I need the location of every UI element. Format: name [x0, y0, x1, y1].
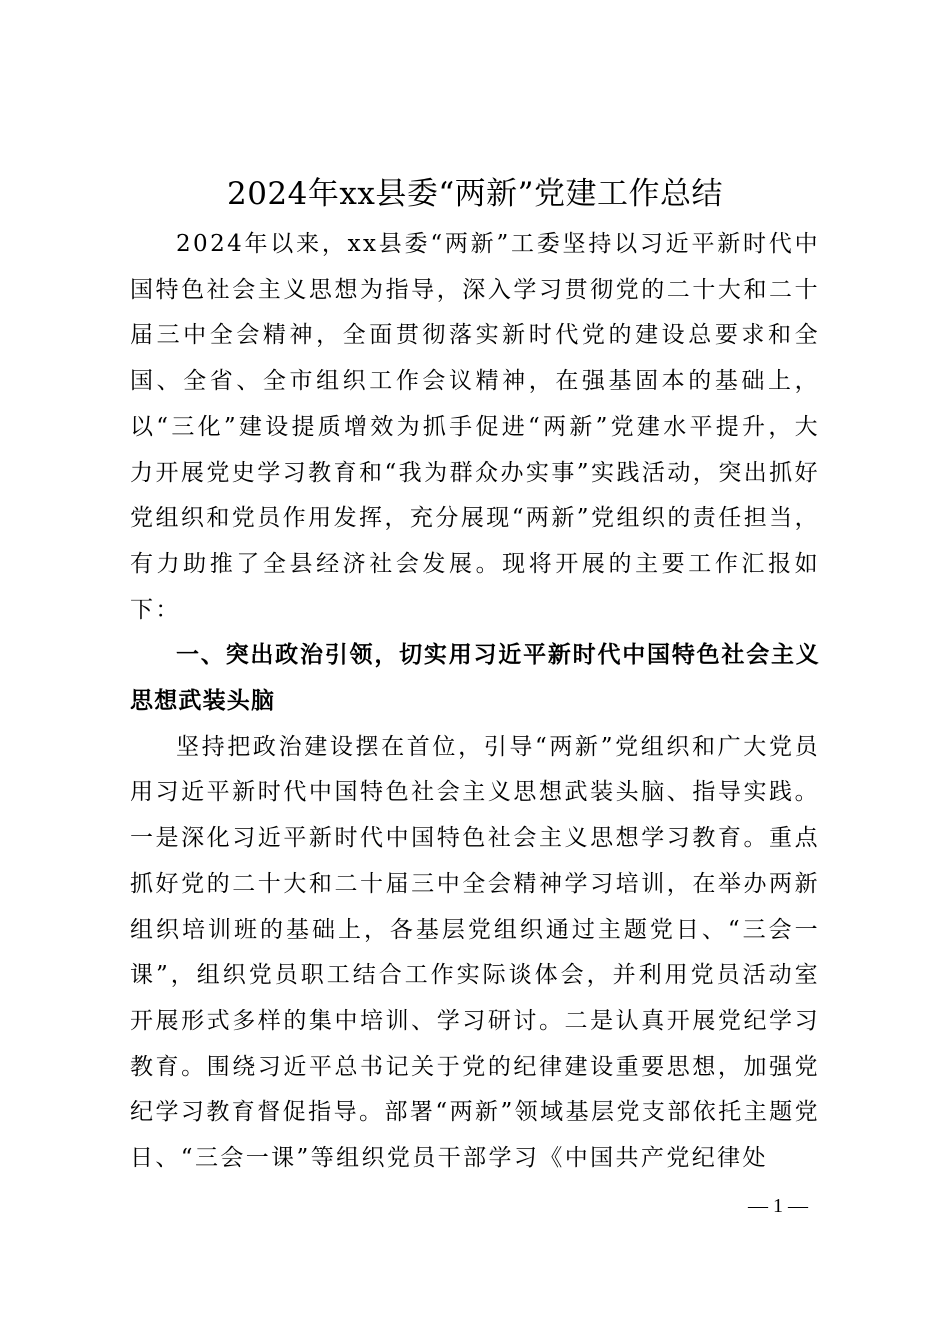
intro-paragraph: 2024年以来，xx县委“两新”工委坚持以习近平新时代中国特色社会主义思想为指导，深入学习贯彻党的二十大和二十届三中全会精神，全面贯彻落实新时代党的建设总要求和全国、全省、全市组织工作会议精神，在强基固本的基础上，以“三化”建设提质增效为抓手促进“两新”党建水平提升，大力开展党史学习教育和“我为群众办实事”实践活动，突出抓好党组织和党员作用发挥，充分展现“两新”党组织的责任担当，有力助推了全县经济社会发展。现将开展的主要工作汇报如下： [130, 231, 820, 623]
section-1-heading: 一、突出政治引领，切实用习近平新时代中国特色社会主义思想武装头脑 [130, 642, 820, 715]
document-title: 2024年xx县委“两新”党建工作总结 [226, 176, 724, 212]
section-1-paragraph: 坚持把政治建设摆在首位，引导“两新”党组织和广大党员用习近平新时代中国特色社会主义思想武装头脑、指导实践。一是深化习近平新时代中国特色社会主义思想学习教育。重点抓好党的二十大和二十届三中全会精神学习培训，在举办两新组织培训班的基础上，各基层党组织通过主题党日、“三会一课”，组织党员职工结合工作实际谈体会，并利用党员活动室开展形式多样的集中培训、学习研讨。二是认真开展党纪学习教育。围绕习近平总书记关于党的纪律建设重要思想，加强党纪学习教育督促指导。部署“两新”领域基层党支部依托主题党日、“三会一课”等组织党员干部学习《中国共产党纪律处 [130, 733, 820, 1172]
page-number: — 1 — [748, 1195, 808, 1217]
document-body [130, 222, 820, 1182]
